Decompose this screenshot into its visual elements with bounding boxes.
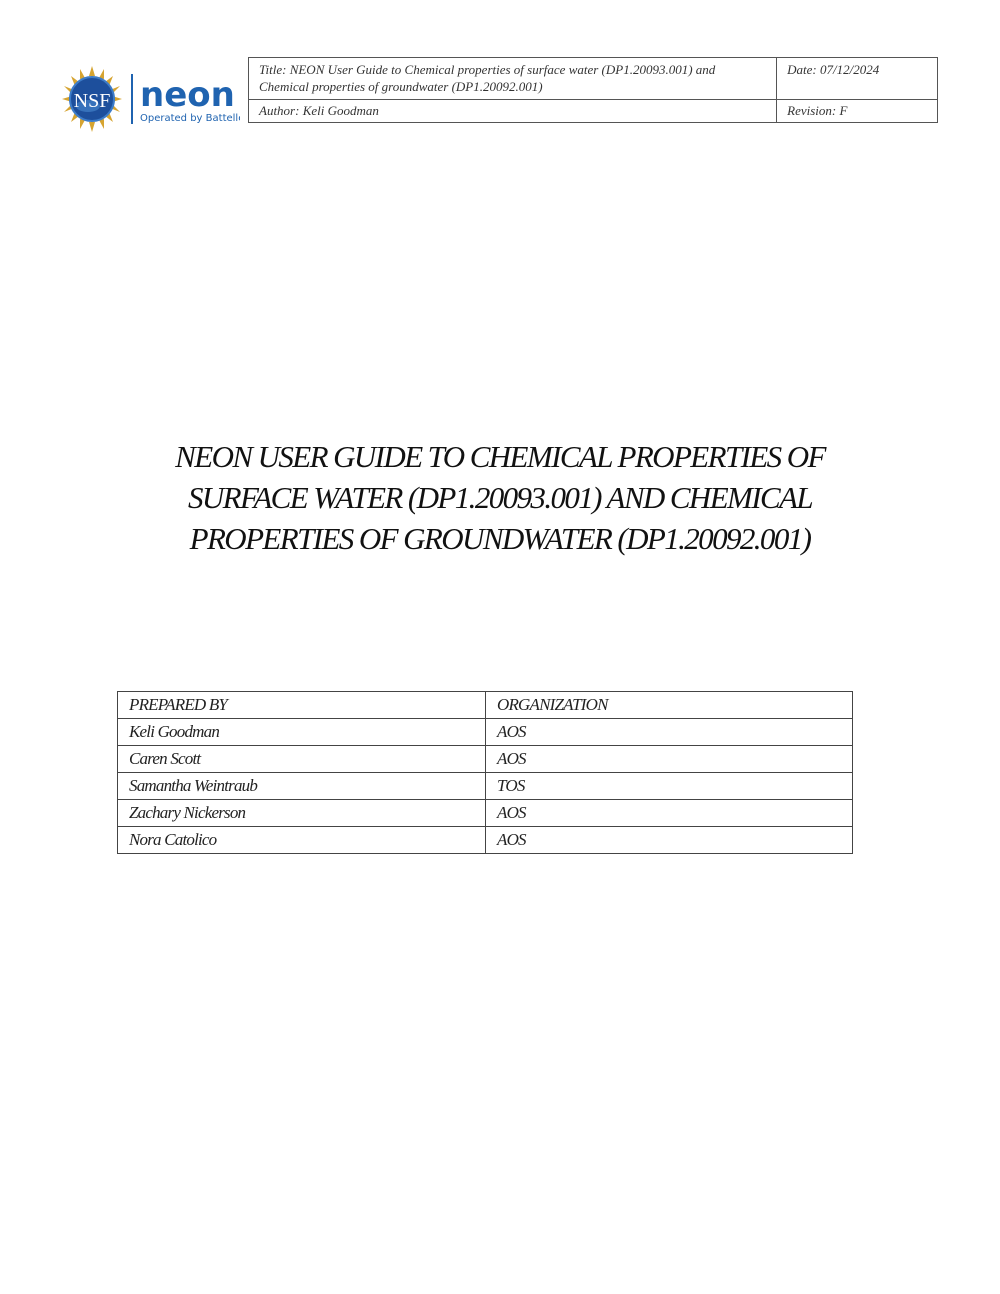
preparer-organization: AOS [486, 719, 853, 746]
document-title [100, 436, 900, 559]
header-author-cell: Author: Keli Goodman [249, 100, 777, 123]
nsf-seal-icon [62, 66, 122, 132]
header-revision-cell: Revision: F [777, 100, 938, 123]
neon-logo [62, 66, 240, 132]
nsf-seal-text: NSF [73, 90, 111, 112]
preparer-name: Zachary Nickerson [118, 800, 486, 827]
preparer-organization: TOS [486, 773, 853, 800]
header-title-cell: Title: NEON User Guide to Chemical properties of surface water (DP1.20093.001) and Chemical properties of groundwater (DP1.20092.001) [249, 58, 777, 100]
preparer-name: Caren Scott [118, 746, 486, 773]
table-row [118, 827, 853, 854]
battelle-tagline: Operated by Battelle [140, 113, 240, 124]
preparer-organization: AOS [486, 800, 853, 827]
preparer-name: Nora Catolico [118, 827, 486, 854]
prepared-by-table [117, 691, 853, 854]
document-header-table [248, 57, 938, 123]
preparer-organization: AOS [486, 746, 853, 773]
preparer-organization: AOS [486, 827, 853, 854]
neon-wordmark: neon [140, 75, 235, 115]
preparer-name: Keli Goodman [118, 719, 486, 746]
table-row [118, 800, 853, 827]
organization-header: ORGANIZATION [486, 692, 853, 719]
table-header-row [118, 692, 853, 719]
header-date-cell: Date: 07/12/2024 [777, 58, 938, 100]
document-title-line: SURFACE WATER (DP1.20093.001) AND CHEMICAL [187, 480, 813, 515]
prepared-by-header: PREPARED BY [118, 692, 486, 719]
document-title-line: NEON USER GUIDE TO CHEMICAL PROPERTIES OF [175, 439, 825, 474]
neon-nsf-logo-graphic [62, 66, 240, 132]
table-row [118, 746, 853, 773]
document-title-line: PROPERTIES OF GROUNDWATER (DP1.20092.001) [189, 521, 811, 556]
table-row [118, 719, 853, 746]
table-row [118, 773, 853, 800]
preparer-name: Samantha Weintraub [118, 773, 486, 800]
logo-divider [131, 74, 133, 124]
